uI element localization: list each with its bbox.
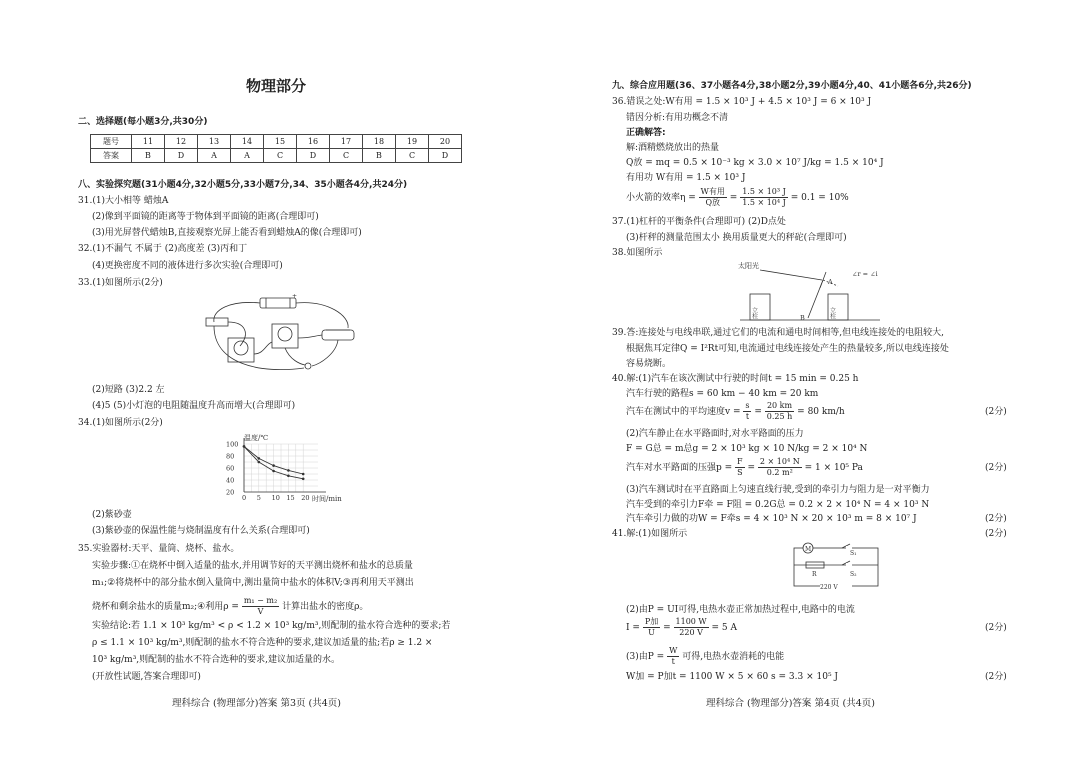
y-tick-label: 60 bbox=[226, 464, 235, 473]
answer-35-2: 实验步骤:①在烧杯中倒入适量的盐水,并用调节好的天平测出烧杯和盐水的总质量 bbox=[92, 561, 413, 571]
answer-40-6: 汽车对水平路面的压强p = $\frac{F}{S}$ = $\frac{\text{2 × 10⁴ N}}{\text{0.2 m²}}$ = 1 × 10⁵ Pa bbox=[626, 457, 863, 477]
answer-39-1: 39.答:连接处与电线串联,通过它们的电流和通电时间相等,但电线连接处的电阻较大, bbox=[612, 328, 944, 338]
answer-32-1: 32.(1)不漏气 不属于 (2)高度差 (3)丙和丁 bbox=[78, 244, 248, 254]
answer-34-1: 34.(1)如图所示(2分) bbox=[78, 418, 163, 428]
answer-36-2: 错因分析:有用功概念不清 bbox=[626, 113, 729, 123]
section-8-heading: 八、实验探究题(31小题4分,32小题5分,33小题7分,34、35小题各4分,共24分) bbox=[78, 180, 408, 190]
answer-31-2: (2)像到平面镜的距离等于物体到平面镜的距离(合理即可) bbox=[92, 212, 319, 222]
answer-40-3: 汽车在测试中的平均速度v = $\frac{s}{t}$ = $\frac{20 km}{0.25 h}$ = 80 km/h bbox=[626, 401, 845, 421]
table-row bbox=[91, 149, 462, 163]
pillar-left-label: 立柱 bbox=[750, 307, 758, 319]
answer-41-3: I = $\frac{\text{P加}}{U}$ = $\frac{1100 W}{220 V}$ = 5 A bbox=[626, 617, 738, 637]
data-point bbox=[287, 475, 290, 478]
answer-40-4: (2)汽车静止在水平路面时,对水平路面的压力 bbox=[626, 429, 804, 439]
table-cell: C bbox=[264, 149, 297, 163]
table-cell: 19 bbox=[396, 135, 429, 149]
answer-36-3: 正确解答: bbox=[626, 128, 666, 138]
table-cell: 20 bbox=[429, 135, 462, 149]
data-point bbox=[243, 445, 246, 448]
table-cell: A bbox=[198, 149, 231, 163]
answer-31-3: (3)用光屏替代蜡烛B,直接观察光屏上能否看到蜡烛A的像(合理即可) bbox=[92, 228, 362, 238]
answer-34-3: (3)紫砂壶的保温性能与烧制温度有什么关系(合理即可) bbox=[92, 526, 310, 536]
answer-36-7: 小火箭的效率η = $\frac{\text{W有用}}{\text{Q放}}$ = $\frac{\text{1.5 × 10³ J}}{\text{1.5 × 10⁴ J}}$ = 0.1 = 10% bbox=[626, 187, 849, 207]
voltage-label: 220 V bbox=[820, 584, 838, 591]
score-41-3: (2分) bbox=[985, 672, 1007, 682]
answer-38-1: 38.如图所示 bbox=[612, 248, 663, 258]
data-point bbox=[258, 457, 261, 460]
circuit-diagram-33 bbox=[200, 294, 360, 380]
data-point bbox=[302, 473, 305, 476]
point-a-label: A bbox=[828, 278, 833, 286]
answer-40-5: F = G总 = m总g = 2 × 10³ kg × 10 N/kg = 2 × 10⁴ N bbox=[626, 444, 868, 454]
temperature-chart bbox=[224, 432, 360, 504]
switch-s1-label: S₁ bbox=[850, 550, 857, 557]
data-point bbox=[272, 470, 275, 473]
pillar-right-label: 立柱 bbox=[828, 307, 836, 319]
answer-40-9: 汽车牵引力做的功W = F牵s = 4 × 10³ N × 20 × 10³ m = 8 × 10⁷ J bbox=[626, 514, 917, 524]
score-40-2: (2分) bbox=[985, 463, 1007, 473]
answer-34-2: (2)紫砂壶 bbox=[92, 510, 132, 520]
table-cell: 15 bbox=[264, 135, 297, 149]
answer-36-4: 解:酒精燃烧放出的热量 bbox=[626, 143, 720, 153]
table-cell: B bbox=[132, 149, 165, 163]
sunlight-label: 太阳光 bbox=[738, 262, 759, 270]
answer-36-5: Q放 = mq = 0.5 × 10⁻³ kg × 3.0 × 10⁷ J/kg = 1.5 × 10⁴ J bbox=[626, 158, 884, 168]
table-cell: 14 bbox=[231, 135, 264, 149]
reflection-diagram bbox=[730, 258, 890, 324]
score-40-1: (2分) bbox=[985, 407, 1007, 417]
answer-37-2: (3)杆秤的测量范围太小 换用质量更大的秤砣(合理即可) bbox=[626, 233, 847, 243]
y-tick-label: 100 bbox=[226, 440, 239, 449]
answer-39-2: 根据焦耳定律Q = I²Rt可知,电流通过电线连接处产生的热量较多,所以电线连接处 bbox=[626, 344, 949, 354]
answer-33-3: (4)5 (5)小灯泡的电阻随温度升高而增大(合理即可) bbox=[92, 401, 296, 411]
table-row bbox=[91, 135, 462, 149]
table-cell: B bbox=[363, 149, 396, 163]
table-cell: D bbox=[429, 149, 462, 163]
table-cell: 12 bbox=[165, 135, 198, 149]
answer-40-1: 40.解:(1)汽车在该次测试中行驶的时间t = 15 min = 0.25 h bbox=[612, 374, 859, 384]
answer-33-1: 33.(1)如图所示(2分) bbox=[78, 278, 163, 288]
answer-40-8: 汽车受到的牵引力F牵 = F阻 = 0.2G总 = 0.2 × 2 × 10⁴ N = 4 × 10³ N bbox=[626, 500, 930, 510]
table-cell: 答案 bbox=[91, 149, 132, 163]
angle-equation: ∠r = ∠i bbox=[852, 270, 878, 278]
table-cell: C bbox=[396, 149, 429, 163]
answer-41-5: W加 = P加t = 1100 W × 5 × 60 s = 3.3 × 10⁵ J bbox=[626, 672, 839, 682]
answer-32-2: (4)更换密度不同的液体进行多次实验(合理即可) bbox=[92, 261, 283, 271]
answer-table bbox=[90, 134, 462, 163]
footer-left: 理科综合 (物理部分)答案 第3页 (共4页) bbox=[172, 698, 341, 709]
chart-ylabel: 温度/℃ bbox=[244, 434, 269, 442]
x-tick-label: 15 bbox=[286, 494, 295, 502]
answer-39-3: 容易烧断。 bbox=[626, 359, 672, 369]
x-tick-label: 20 bbox=[301, 494, 310, 502]
table-cell: 16 bbox=[297, 135, 330, 149]
data-point bbox=[302, 478, 305, 481]
answer-35-4: 烧杯和剩余盐水的质量m₂;④利用ρ = $\frac{\text{m₁ − m₂}}{V}$ 计算出盐水的密度ρ。 bbox=[92, 596, 369, 616]
data-point bbox=[272, 464, 275, 467]
table-cell: 18 bbox=[363, 135, 396, 149]
section-2-heading: 二、选择题(每小题3分,共30分) bbox=[78, 117, 208, 127]
answer-36-6: 有用功 W有用 = 1.5 × 10³ J bbox=[626, 173, 746, 183]
answer-37-1: 37.(1)杠杆的平衡条件(合理即可) (2)D点处 bbox=[612, 217, 786, 227]
answer-35-5: 实验结论:若 1.1 × 10³ kg/m³ < ρ < 1.2 × 10³ kg/m³,则配制的盐水符合选种的要求;若 bbox=[92, 621, 451, 631]
y-tick-label: 20 bbox=[226, 488, 235, 497]
table-cell: 17 bbox=[330, 135, 363, 149]
answer-41-2: (2)由P = UI可得,电热水壶正常加热过程中,电路中的电流 bbox=[626, 605, 855, 615]
answer-31-1: 31.(1)大小相等 蜡烛A bbox=[78, 196, 169, 206]
table-cell: C bbox=[330, 149, 363, 163]
y-tick-label: 40 bbox=[226, 476, 235, 485]
answer-35-7: 10³ kg/m³,则配制的盐水不符合选种的要求,建议加适量的水。 bbox=[92, 655, 341, 665]
x-tick-label: 10 bbox=[271, 494, 280, 502]
data-point bbox=[287, 469, 290, 472]
page-title: 物理部分 bbox=[246, 77, 307, 95]
motor-label: M bbox=[805, 546, 812, 553]
table-cell: D bbox=[297, 149, 330, 163]
chart-xlabel: 时间/min bbox=[312, 495, 342, 503]
answer-41-1: 41.解:(1)如图所示 bbox=[612, 529, 688, 539]
answer-35-6: ρ ≤ 1.1 × 10³ kg/m³,则配制的盐水不符合选种的要求,建议加适量的盐;若ρ ≥ 1.2 × bbox=[92, 638, 433, 648]
table-cell: 11 bbox=[132, 135, 165, 149]
answer-33-2: (2)短路 (3)2.2 左 bbox=[92, 385, 165, 395]
x-tick-label: 0 bbox=[242, 494, 247, 502]
table-cell: 题号 bbox=[91, 135, 132, 149]
answer-35-1: 35.实验器材:天平、量筒、烧杯、盐水。 bbox=[78, 544, 240, 554]
table-cell: A bbox=[231, 149, 264, 163]
answer-35-8: (开放性试题,答案合理即可) bbox=[92, 672, 201, 682]
svg-text:+: + bbox=[292, 294, 298, 300]
score-40-3: (2分) bbox=[985, 514, 1007, 524]
section-9-heading: 九、综合应用题(36、37小题各4分,38小题2分,39小题4分,40、41小题各6分,共26分) bbox=[612, 81, 972, 91]
heater-circuit-diagram bbox=[786, 540, 886, 596]
answer-35-3: m₁;②将烧杯中的部分盐水倒入量筒中,测出量筒中盐水的体积V;③再利用天平测出 bbox=[92, 578, 414, 588]
switch-s2-label: S₂ bbox=[850, 571, 857, 578]
answer-40-7: (3)汽车测试时在平直路面上匀速直线行驶,受到的牵引力与阻力是一对平衡力 bbox=[626, 485, 930, 495]
resistor-label: R bbox=[812, 571, 817, 578]
point-b-label: B bbox=[800, 314, 805, 322]
table-cell: 13 bbox=[198, 135, 231, 149]
data-point bbox=[258, 461, 261, 464]
score-41-2: (2分) bbox=[985, 623, 1007, 633]
table-cell: D bbox=[165, 149, 198, 163]
x-tick-label: 5 bbox=[256, 494, 261, 502]
answer-36-1: 36.错误之处:W有用 = 1.5 × 10³ J + 4.5 × 10³ J = 6 × 10³ J bbox=[612, 97, 872, 107]
answer-41-4: (3)由P = $\frac{W}{t}$ 可得,电热水壶消耗的电能 bbox=[626, 646, 785, 666]
answer-40-2: 汽车行驶的路程s = 60 km − 40 km = 20 km bbox=[626, 389, 819, 399]
score-41-1: (2分) bbox=[985, 529, 1007, 539]
footer-right: 理科综合 (物理部分)答案 第4页 (共4页) bbox=[706, 698, 875, 709]
y-tick-label: 80 bbox=[226, 452, 235, 461]
